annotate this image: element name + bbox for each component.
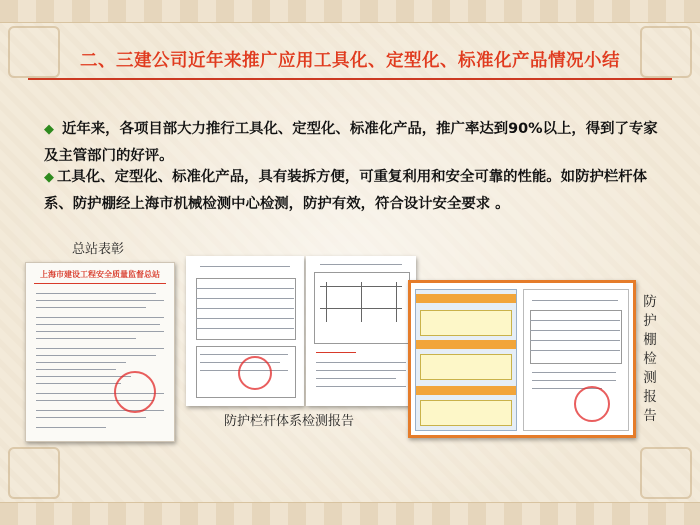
red-seal-stamp	[574, 386, 610, 422]
caption-commendation: 总站表彰	[72, 242, 125, 257]
decorative-top-border	[0, 0, 700, 23]
commendation-document-image	[25, 262, 175, 442]
bullet-text: 近年来，各项目部大力推行工具化、定型化、标准化产品，推广率达到90%以上，得到了专家及主管部门的好评。	[44, 121, 658, 164]
caption-railing-report: 防护栏杆体系检测报告	[224, 414, 355, 429]
diamond-bullet-icon: ◆	[44, 122, 54, 137]
commendation-document-header: 上海市建设工程安全质量监督总站	[40, 269, 160, 279]
bullet-paragraph-1	[44, 116, 666, 169]
shed-test-charts	[415, 289, 517, 431]
railing-drawing-page-image	[306, 256, 416, 406]
corner-ornament	[8, 447, 60, 499]
bullet-paragraph-2	[44, 164, 666, 217]
red-seal-stamp	[238, 356, 272, 390]
bullet-text: 工具化、定型化、标准化产品，具有装拆方便，可重复利用和安全可靠的性能。如防护栏杆体系、防护棚经上海市机械检测中心检测，防护有效，符合设计安全要求 。	[44, 169, 648, 212]
decorative-bottom-border	[0, 502, 700, 525]
caption-shed-report: 防护棚检测报告	[643, 294, 657, 424]
title-underline	[28, 78, 672, 80]
slide-title: 二、三建公司近年来推广应用工具化、定型化、标准化产品情况小结	[80, 51, 620, 71]
corner-ornament	[640, 447, 692, 499]
diamond-bullet-icon: ◆	[44, 170, 54, 185]
railing-report-page-image	[186, 256, 304, 406]
red-seal-stamp	[114, 371, 156, 413]
shed-report-text-page	[523, 289, 629, 431]
shed-report-image	[408, 280, 636, 438]
